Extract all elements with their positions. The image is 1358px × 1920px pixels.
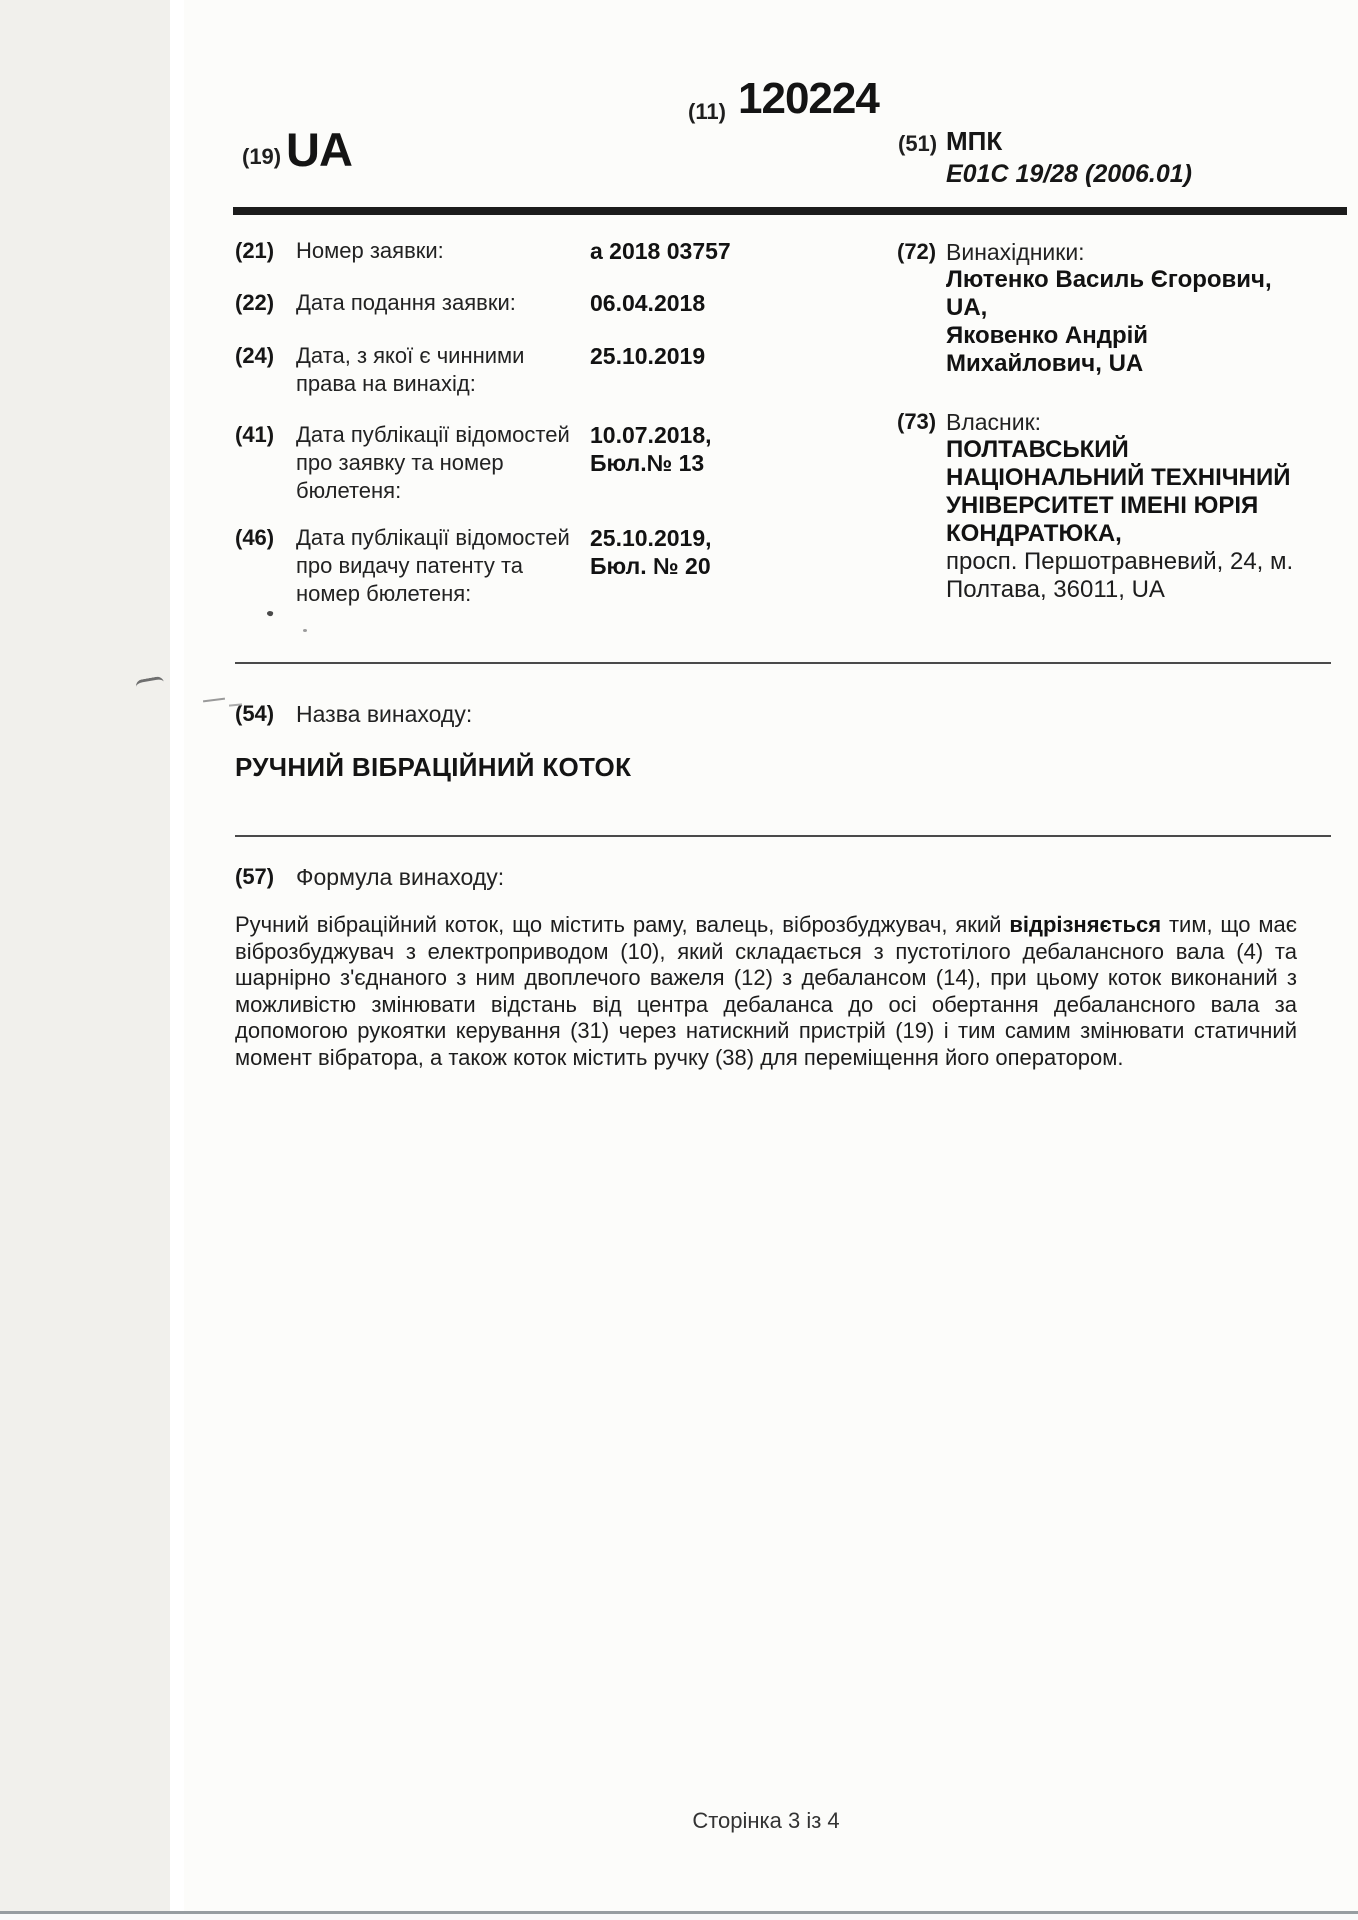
biblio-label: Номер заявки: bbox=[296, 238, 444, 263]
section-divider-rule-2 bbox=[235, 835, 1331, 837]
invention-title: РУЧНИЙ ВІБРАЦІЙНИЙ КОТОК bbox=[235, 752, 632, 782]
inid-code-19: (19) bbox=[242, 144, 282, 169]
section-divider-rule-1 bbox=[235, 662, 1331, 664]
title-section-label: Назва винаходу: bbox=[296, 701, 473, 727]
ipc-classification: E01C 19/28 (2006.01) bbox=[946, 160, 1193, 188]
inid-code-72: (72) bbox=[897, 239, 937, 264]
title-section-header bbox=[235, 700, 472, 728]
owner-name: ПОЛТАВСЬКИЙ НАЦІОНАЛЬНИЙ ТЕХНІЧНИЙ УНІВЕРСИТЕТ ІМЕНІ ЮРІЯ КОНДРАТЮКА, bbox=[946, 436, 1291, 547]
scan-artifact-pen-mark bbox=[135, 676, 165, 694]
page-number: Сторінка 3 із 4 bbox=[692, 1808, 840, 1833]
biblio-code: (24) bbox=[235, 343, 275, 368]
biblio-value: 25.10.2019 bbox=[590, 343, 706, 369]
owner-section bbox=[897, 408, 1309, 604]
inventors-names: Лютенко Василь Єгорович, UA, Яковенко Андрій Михайлович, UA bbox=[946, 266, 1272, 377]
page-left-edge bbox=[170, 0, 184, 1913]
page-footer bbox=[235, 1808, 1297, 1834]
biblio-value: 06.04.2018 bbox=[590, 290, 706, 316]
patent-number: 120224 bbox=[738, 74, 879, 123]
owner-label: Власник: bbox=[946, 409, 1042, 435]
owner-address: просп. Першотравневий, 24, м. Полтава, 36011, UA bbox=[946, 548, 1294, 603]
biblio-row-46 bbox=[235, 524, 712, 608]
biblio-row-22 bbox=[235, 289, 705, 317]
inid-code-54: (54) bbox=[235, 701, 275, 726]
biblio-code: (22) bbox=[235, 290, 275, 315]
ipc-label: МПК bbox=[946, 126, 1003, 156]
biblio-code: (21) bbox=[235, 238, 275, 263]
scan-artifact-speck bbox=[303, 629, 307, 632]
biblio-label: Дата подання заявки: bbox=[296, 290, 516, 315]
inid-code-73: (73) bbox=[897, 409, 937, 434]
country-code: UA bbox=[286, 123, 352, 176]
biblio-value: 25.10.2019, Бюл. № 20 bbox=[590, 525, 712, 579]
header-divider-rule bbox=[233, 207, 1347, 215]
inid-code-57: (57) bbox=[235, 864, 275, 889]
claims-bold-term: відрізняється bbox=[1009, 912, 1162, 937]
inid-code-11: (11) bbox=[688, 99, 726, 124]
inid-code-51: (51) bbox=[898, 131, 938, 156]
biblio-label: Дата публікації відомостей про заявку та номер бюлетеня: bbox=[296, 422, 570, 503]
scanner-background bbox=[0, 1914, 1358, 1920]
biblio-value: 10.07.2018, Бюл.№ 13 bbox=[590, 422, 712, 476]
biblio-row-21 bbox=[235, 237, 731, 265]
claims-text-pre: Ручний вібраційний коток, що містить раму, валець, віброзбуджувач, який bbox=[235, 912, 1010, 937]
claims-paragraph bbox=[235, 912, 1297, 1072]
biblio-value: а 2018 03757 bbox=[590, 238, 731, 264]
biblio-label: Дата публікації відомостей про видачу патенту та номер бюлетеня: bbox=[296, 525, 570, 606]
biblio-label: Дата, з якої є чинними права на винахід: bbox=[296, 343, 525, 396]
inventors-label: Винахідники: bbox=[946, 239, 1085, 265]
biblio-row-24 bbox=[235, 342, 705, 398]
biblio-code: (41) bbox=[235, 422, 275, 447]
claims-section-label: Формула винаходу: bbox=[296, 864, 505, 890]
inventors-section bbox=[897, 238, 1309, 378]
biblio-row-41 bbox=[235, 421, 712, 505]
biblio-code: (46) bbox=[235, 525, 275, 550]
claims-section-header bbox=[235, 863, 504, 891]
claims-text-post: тим, що має віброзбуджувач з електроприводом (10), який складається з пустотілого дебалансного вала (4) та шарнірно з'єднаного з ним двоплечого важеля (12) з дебалансом (14), при цьому коток виконаний з можливістю змінювати відстань від центра дебаланса до осі обертання дебалансного вала за допомогою рукоятки керування (31) через натискний пристрій (19) і тим самим змінювати статичний момент вібратора, а також коток містить ручку (38) для переміщення його оператором. bbox=[235, 912, 1297, 1070]
